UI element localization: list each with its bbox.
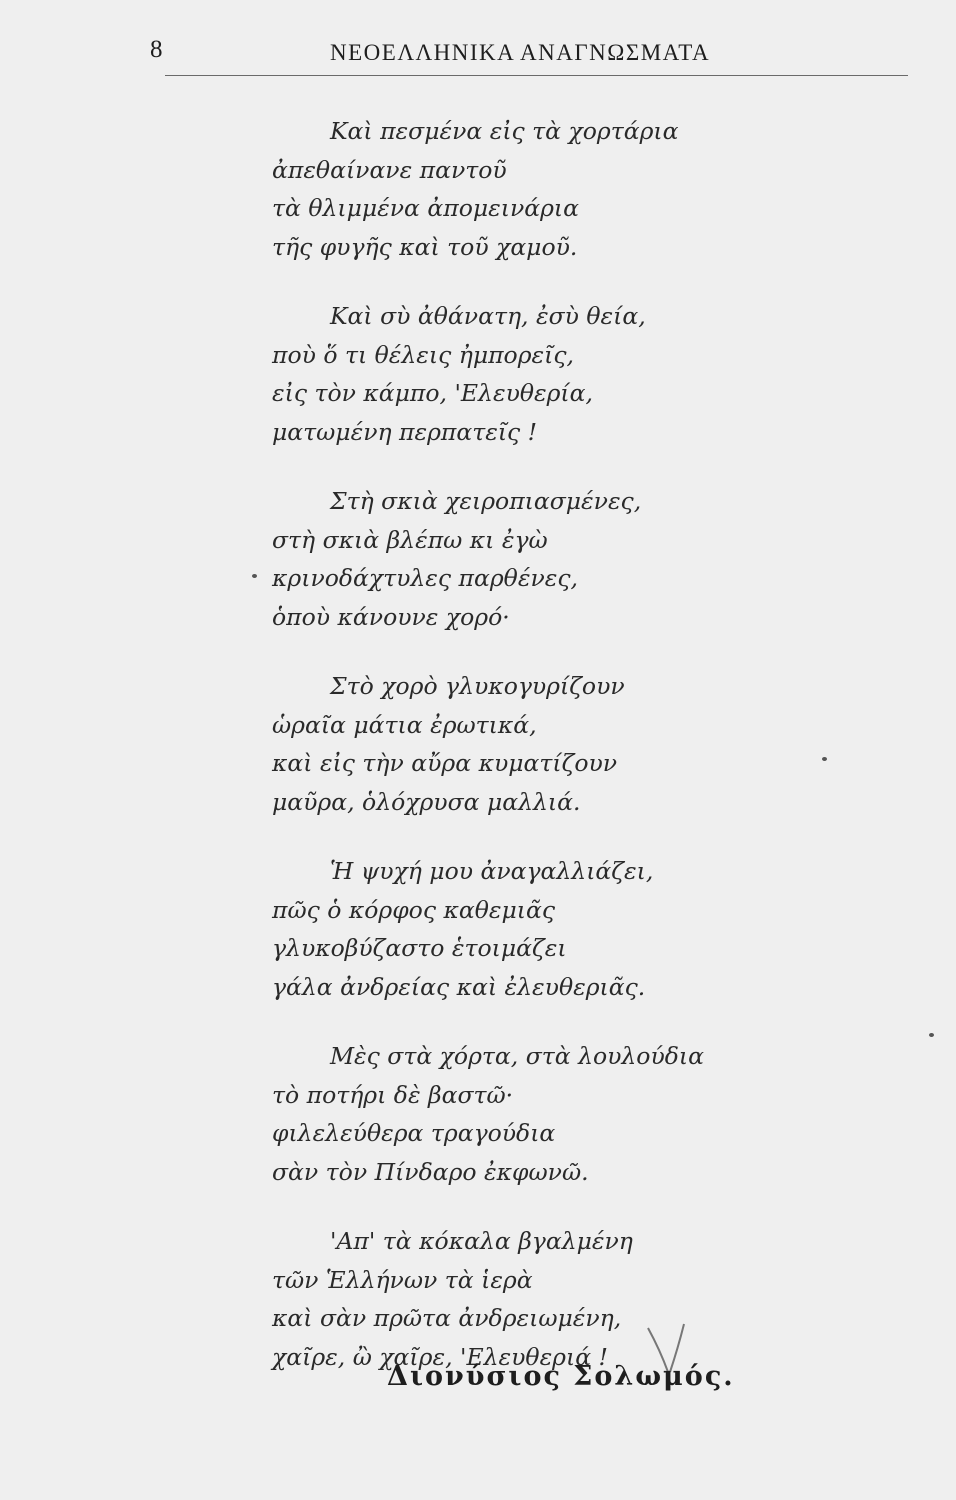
poem-line: φιλελεύθερα τραγούδια bbox=[272, 1119, 556, 1147]
poem-line: ποὺ ὅ τι θέλεις ἠμπορεῖς, bbox=[272, 340, 574, 369]
poem-line: κρινοδάχτυλες παρθένες, bbox=[272, 564, 578, 592]
poem-line: γάλα ἀνδρείας καὶ ἐλευθεριᾶς. bbox=[272, 972, 646, 1001]
paper-speck bbox=[929, 1033, 934, 1037]
poem-line: τὸ ποτήρι δὲ βαστῶ· bbox=[272, 1080, 514, 1109]
paper-speck bbox=[252, 574, 257, 578]
page-header bbox=[0, 36, 956, 76]
poem bbox=[272, 112, 732, 1407]
poem-line: Ἡ ψυχή μου ἀναγαλλιάζει, bbox=[330, 857, 654, 885]
stanza-1 bbox=[272, 112, 732, 266]
poem-line: τῶν Ἑλλήνων τὰ ἱερὰ bbox=[272, 1265, 533, 1294]
poem-line: ματωμένη περπατεῖς ! bbox=[272, 417, 538, 446]
poem-line: πῶς ὁ κόρφος καθεμιᾶς bbox=[272, 895, 556, 924]
poem-line: Στὸ χορὸ γλυκογυρίζουν bbox=[330, 672, 625, 700]
poem-line: εἰς τὸν κάμπο, 'Ελευθερία, bbox=[272, 379, 593, 407]
poem-line: γλυκοβύζαστο ἑτοιμάζει bbox=[272, 934, 567, 962]
poem-line: στὴ σκιὰ βλέπω κι ἐγὼ bbox=[272, 525, 548, 554]
poem-line: τῆς φυγῆς καὶ τοῦ χαμοῦ. bbox=[272, 232, 578, 261]
poem-line: τὰ θλιμμένα ἀπομεινάρια bbox=[272, 194, 579, 222]
stanza-6 bbox=[272, 1037, 732, 1191]
author-signature: Διονύσιος Σολωμός. bbox=[387, 1361, 735, 1392]
poem-line: Καὶ πεσμένα εἰς τὰ χορτάρια bbox=[330, 117, 679, 145]
poem-line: ὡραῖα μάτια ἐρωτικά, bbox=[272, 710, 537, 739]
page-number: 8 bbox=[150, 36, 163, 63]
poem-line: ἀπεθαίνανε παντοῦ bbox=[272, 155, 507, 184]
running-title: ΝΕΟΕΛΛΗΝΙΚΑ ΑΝΑΓΝΩΣΜΑΤΑ bbox=[330, 40, 711, 65]
poem-line: 'Απ' τὰ κόκαλα βγαλμένη bbox=[330, 1227, 633, 1255]
paper-speck bbox=[822, 757, 827, 761]
header-rule bbox=[165, 75, 908, 76]
poem-line: ὁποὺ κάνουνε χορό· bbox=[272, 602, 510, 631]
stanza-5 bbox=[272, 852, 732, 1006]
poem-line: Μὲς στὰ χόρτα, στὰ λουλούδια bbox=[330, 1042, 704, 1070]
poem-line: Καὶ σὺ ἀθάνατη, ἐσὺ θεία, bbox=[330, 302, 646, 330]
stanza-3 bbox=[272, 482, 732, 636]
poem-line: μαῦρα, ὁλόχρυσα μαλλιά. bbox=[272, 787, 581, 816]
poem-line: καὶ σὰν πρῶτα ἀνδρειωμένη, bbox=[272, 1304, 622, 1332]
stanza-4 bbox=[272, 667, 732, 821]
stanza-2 bbox=[272, 297, 732, 451]
poem-line: Στὴ σκιὰ χειροπιασμένες, bbox=[330, 487, 642, 515]
poem-line: χαῖρε, ὢ χαῖρε, 'Ελευθεριά ! bbox=[272, 1342, 608, 1371]
poem-line: σὰν τὸν Πίνδαρο ἐκφωνῶ. bbox=[272, 1157, 589, 1186]
poem-line: καὶ εἰς τὴν αὔρα κυματίζουν bbox=[272, 749, 618, 777]
